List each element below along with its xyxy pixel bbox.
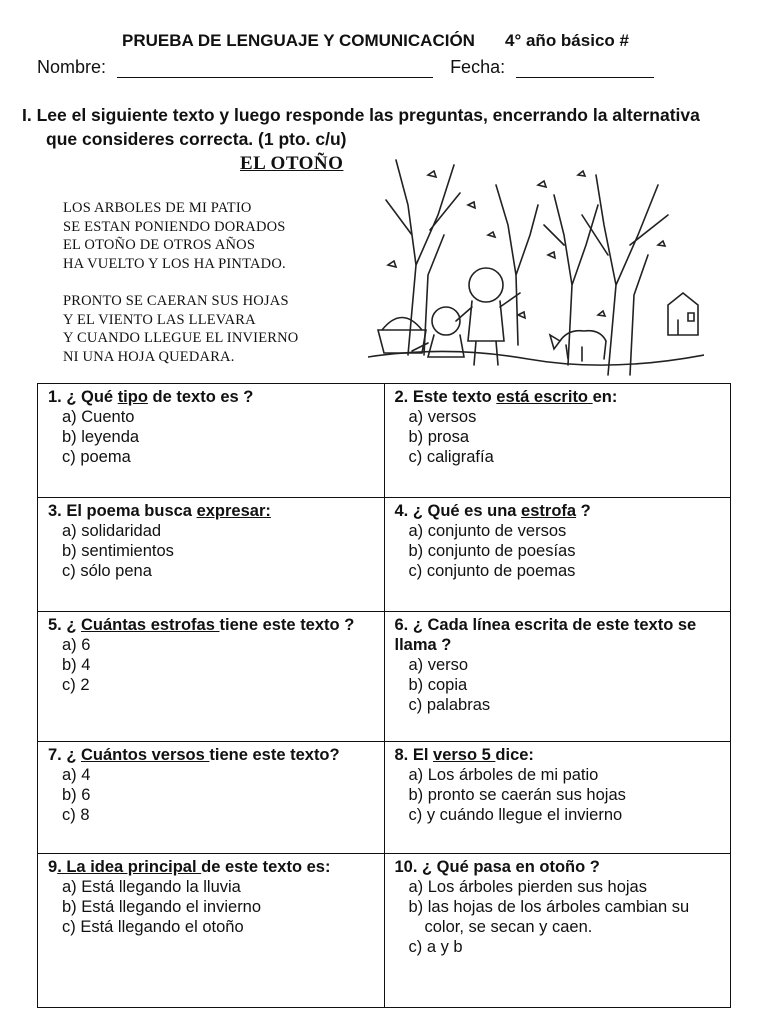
option[interactable]: b) Está llegando el invierno: [62, 898, 262, 916]
option[interactable]: b) 4: [62, 656, 91, 674]
option[interactable]: c) conjunto de poemas: [408, 562, 576, 580]
poem-verse: NI UNA HOJA QUEDARA.: [63, 348, 235, 365]
header-grade: 4° año básico #: [505, 31, 629, 50]
question-10-title: 10. ¿ Qué pasa en otoño ?: [394, 858, 600, 876]
option[interactable]: b) pronto se caerán sus hojas: [408, 786, 626, 804]
option[interactable]: b) sentimientos: [62, 542, 174, 560]
option[interactable]: a) Está llegando la lluvia: [62, 878, 241, 896]
poem-text: [63, 199, 298, 385]
option[interactable]: b) conjunto de poesías: [408, 542, 576, 560]
date-field[interactable]: [516, 61, 654, 78]
question-5-title: 5. ¿ Cuántas estrofas tiene este texto ?: [48, 616, 355, 634]
poem-verse: PRONTO SE CAERAN SUS HOJAS: [63, 293, 289, 309]
option[interactable]: c) y cuándo llegue el invierno: [408, 806, 623, 824]
question-10: [384, 854, 731, 1008]
name-field[interactable]: [117, 61, 433, 78]
instructions-line2: que consideres correcta. (1 pto. c/u): [46, 129, 347, 149]
date-label: Fecha:: [450, 57, 506, 77]
option[interactable]: a) versos: [408, 408, 477, 426]
question-4: [384, 498, 731, 612]
question-4-title: 4. ¿ Qué es una estrofa ?: [394, 502, 591, 520]
poem-stanza-1: [63, 199, 298, 273]
question-8: [384, 742, 731, 854]
option-continuation: color, se secan y caen.: [424, 918, 593, 936]
option[interactable]: a) 6: [62, 636, 91, 654]
option[interactable]: c) poema: [62, 448, 131, 466]
poem-verse: SE ESTAN PONIENDO DORADOS: [63, 218, 286, 235]
option[interactable]: b) las hojas de los árboles cambian su: [408, 898, 690, 916]
question-7: [38, 742, 385, 854]
option[interactable]: a) Cuento: [62, 408, 135, 426]
option[interactable]: a) Los árboles pierden sus hojas: [408, 878, 647, 896]
question-5: [38, 612, 385, 742]
autumn-illustration: [368, 145, 704, 377]
option[interactable]: b) prosa: [408, 428, 470, 446]
option[interactable]: a) conjunto de versos: [408, 522, 567, 540]
option[interactable]: a) solidaridad: [62, 522, 162, 540]
option[interactable]: b) copia: [408, 676, 468, 694]
option[interactable]: c) 2: [62, 676, 90, 694]
option[interactable]: c) sólo pena: [62, 562, 152, 580]
option[interactable]: b) leyenda: [62, 428, 140, 446]
option[interactable]: a) verso: [408, 656, 469, 674]
question-8-title: 8. El verso 5 dice:: [394, 746, 534, 764]
poem-verse: HA VUELTO Y LOS HA PINTADO.: [63, 255, 286, 272]
option[interactable]: c) a y b: [408, 938, 463, 956]
option[interactable]: c) palabras: [408, 696, 491, 714]
header-title: PRUEBA DE LENGUAJE Y COMUNICACIÓN: [122, 31, 475, 50]
poem-verse: EL OTOÑO DE OTROS AÑOS: [63, 237, 256, 253]
question-6-title: 6. ¿ Cada línea escrita de este texto se llama ?: [394, 616, 697, 654]
poem-verse: Y EL VIENTO LAS LLEVARA: [63, 311, 256, 328]
poem-stanza-2: [63, 292, 298, 366]
question-9: [38, 854, 385, 1008]
option[interactable]: c) Está llegando el otoño: [62, 918, 244, 936]
option[interactable]: c) caligrafía: [408, 448, 494, 466]
question-3: [38, 498, 385, 612]
header-fields: [37, 57, 654, 78]
name-label: Nombre:: [37, 57, 107, 77]
question-2-title: 2. Este texto está escrito en:: [394, 388, 618, 406]
question-2: [384, 384, 731, 498]
instructions: [22, 103, 722, 151]
question-3-title: 3. El poema busca expresar:: [48, 502, 271, 520]
option[interactable]: a) Los árboles de mi patio: [408, 766, 599, 784]
option[interactable]: b) 6: [62, 786, 91, 804]
option[interactable]: a) 4: [62, 766, 91, 784]
option[interactable]: c) 8: [62, 806, 90, 824]
question-9-title: 9. La idea principal de este texto es:: [48, 858, 331, 876]
question-1-title: 1. ¿ Qué tipo de texto es ?: [48, 388, 254, 406]
poem-verse: LOS ARBOLES DE MI PATIO: [63, 200, 252, 216]
poem-title: EL OTOÑO: [240, 153, 344, 174]
question-7-title: 7. ¿ Cuántos versos tiene este texto?: [48, 746, 340, 764]
questions-table: [37, 383, 731, 1008]
question-6: [384, 612, 731, 742]
instructions-line1: I. Lee el siguiente texto y luego responde las preguntas, encerrando la alternativa: [22, 105, 700, 125]
question-1: [38, 384, 385, 498]
poem-verse: Y CUANDO LLEGUE EL INVIERNO: [63, 330, 299, 346]
